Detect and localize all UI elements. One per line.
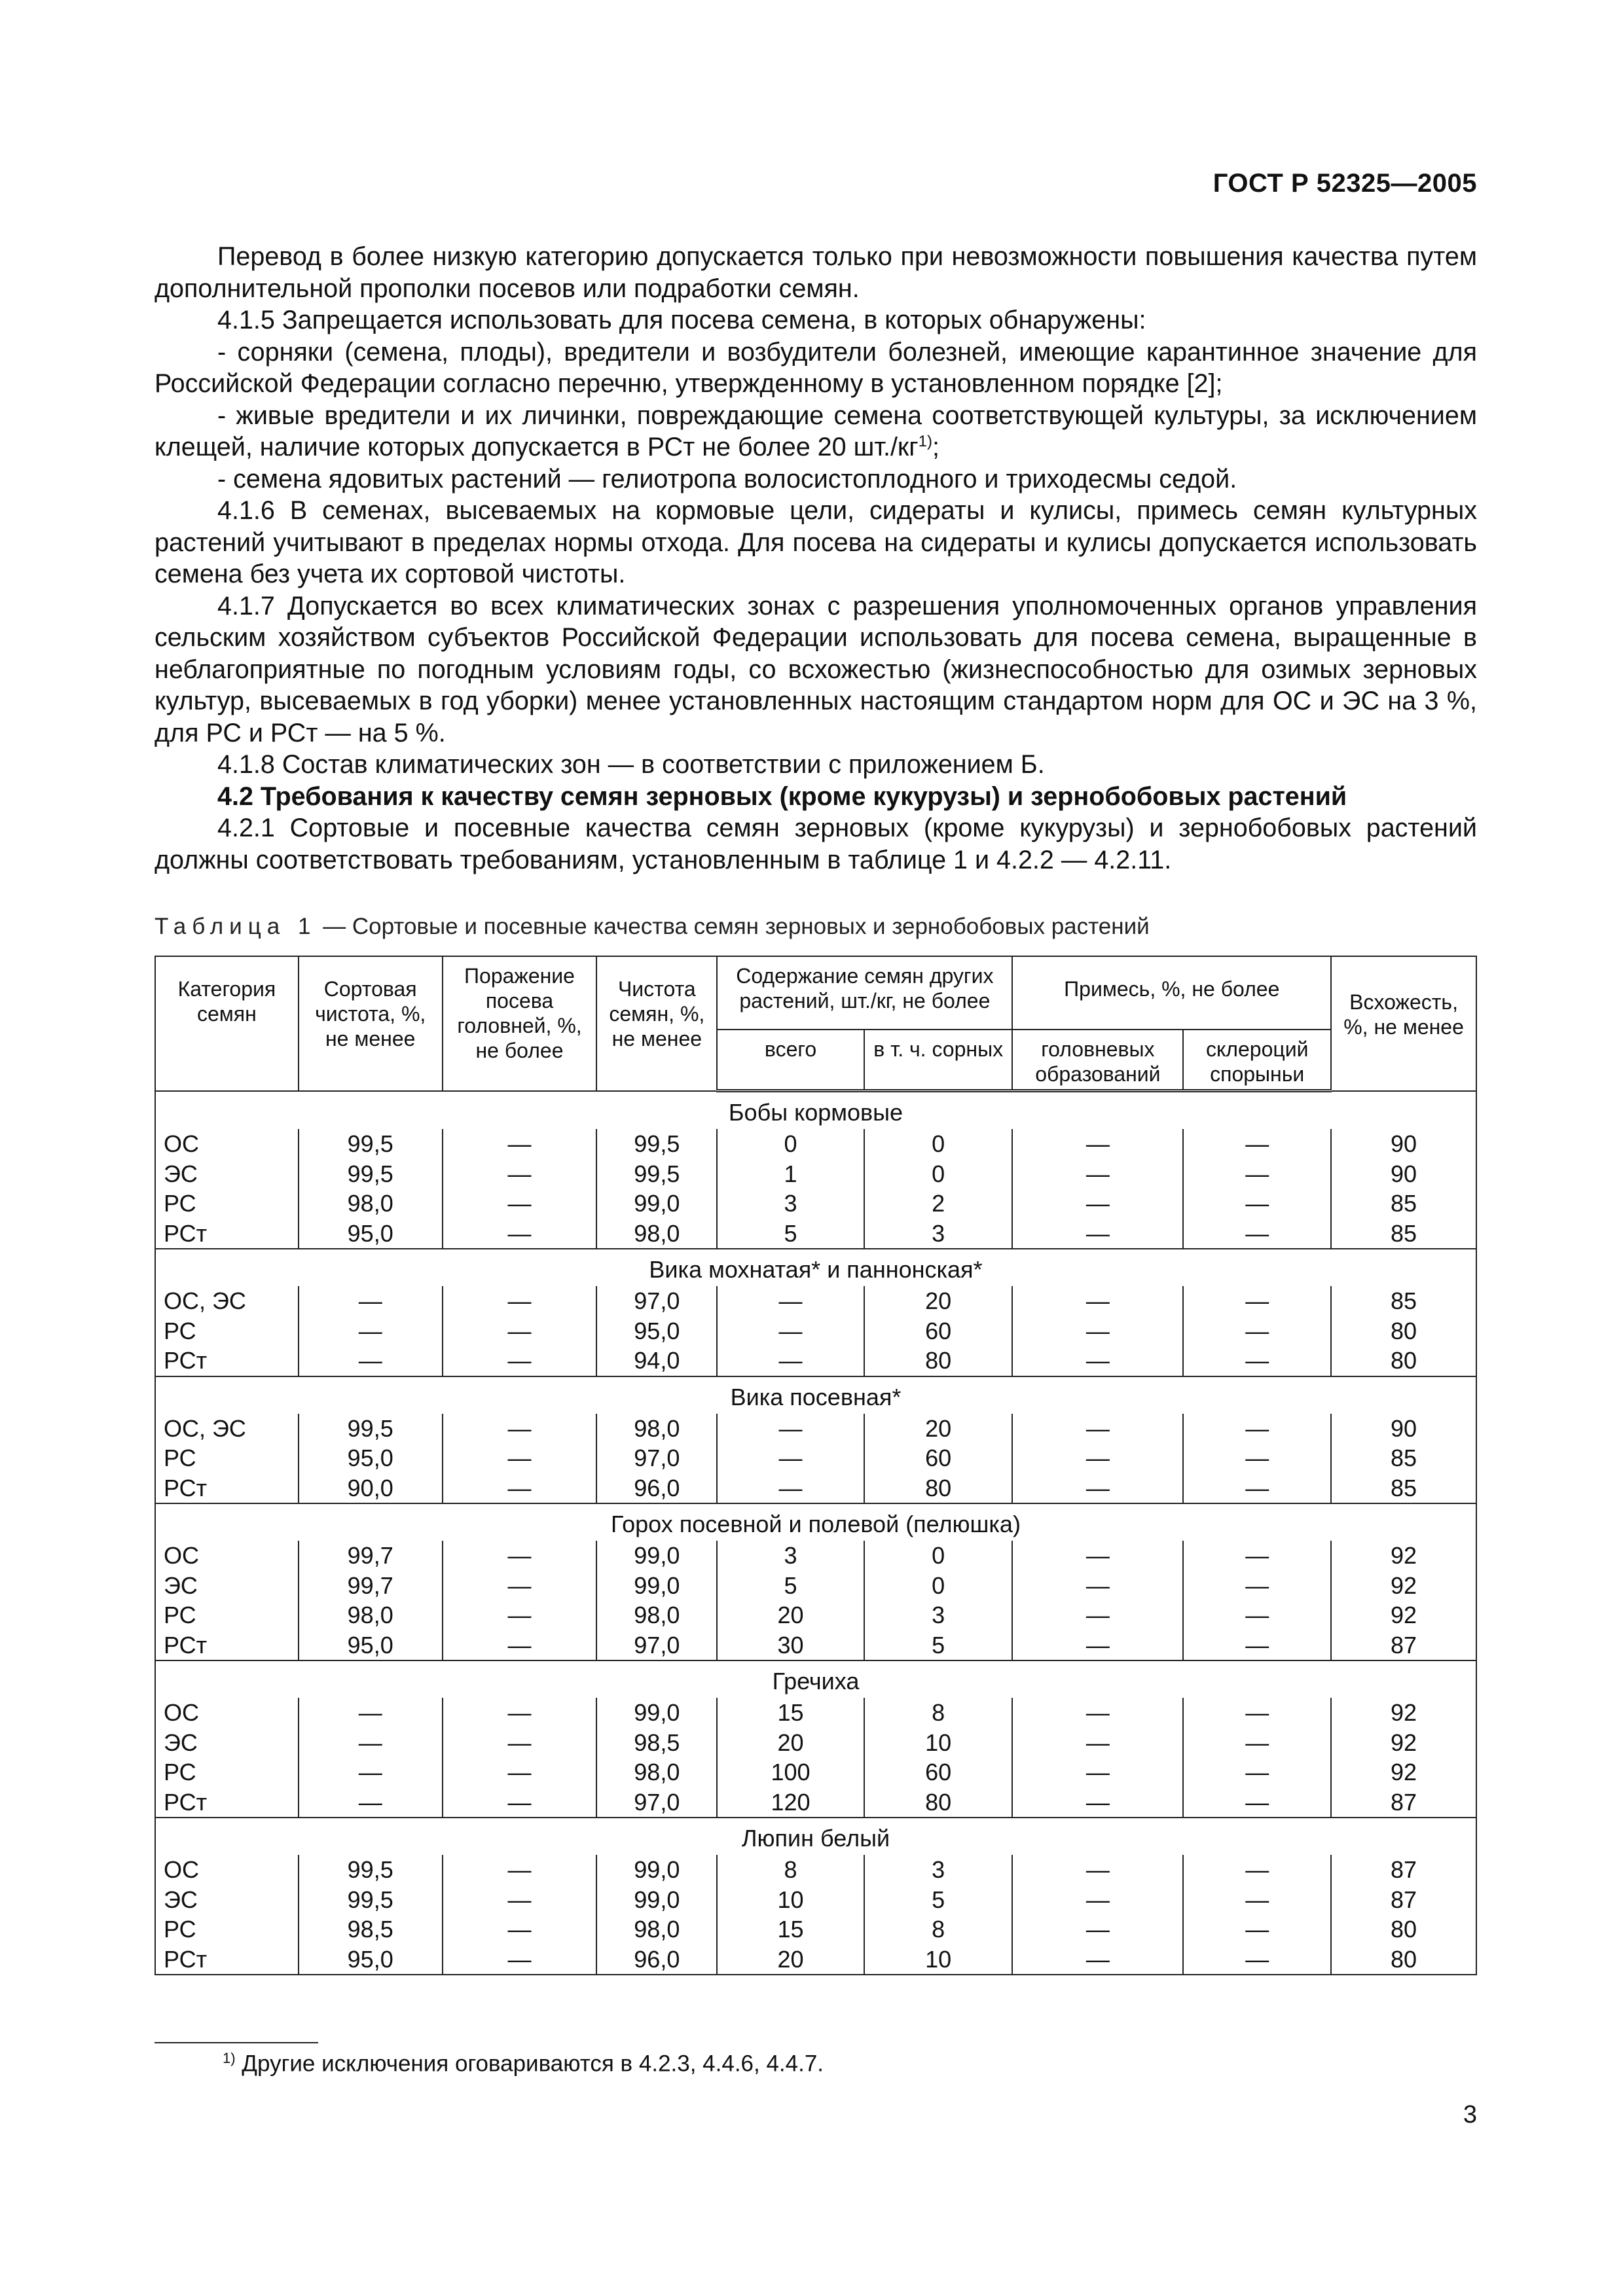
header-impurity-group: Примесь, %, не более bbox=[1012, 956, 1331, 1030]
table-cell: 3 bbox=[717, 1541, 864, 1571]
table-cell: 5 bbox=[717, 1571, 864, 1601]
table-cell: — bbox=[299, 1757, 443, 1787]
table-cell: 97,0 bbox=[596, 1787, 717, 1818]
table-cell: 0 bbox=[864, 1159, 1013, 1189]
table-cell-category: РСт bbox=[155, 1945, 299, 1975]
table-cell: 90 bbox=[1331, 1129, 1476, 1159]
table-cell: 8 bbox=[717, 1855, 864, 1885]
table-cell: 92 bbox=[1331, 1541, 1476, 1571]
table-cell-category: ЭС bbox=[155, 1728, 299, 1758]
table-row bbox=[155, 1541, 1476, 1571]
table-cell: 99,5 bbox=[299, 1885, 443, 1915]
paragraph: 4.1.8 Состав климатических зон — в соответствии с приложением Б. bbox=[217, 750, 1045, 779]
table-cell-category: РСт bbox=[155, 1219, 299, 1249]
table-cell: — bbox=[1012, 1571, 1183, 1601]
table-cell: 20 bbox=[717, 1945, 864, 1975]
table-cell: — bbox=[1183, 1473, 1331, 1504]
table-cell: — bbox=[1012, 1787, 1183, 1818]
table-cell: 98,0 bbox=[596, 1414, 717, 1444]
table-cell: — bbox=[443, 1757, 597, 1787]
paragraph: 4.1.7 Допускается во всех климатических зонах с разрешения уполномоченных органов управления сельским хозяйством субъектов Российской Федерации использовать для посева семена, выращенные в неблагоприятные по погодным условиям годы, со всхожестью (жизнеспособностью для озимых зерновых культур, высеваемых в год уборки) менее установленных настоящим стандартом норм для ОС и ЭС на 3 %, для РС и РСт — на 5 %. bbox=[155, 591, 1477, 747]
table-cell: 120 bbox=[717, 1787, 864, 1818]
header-varietal-purity: Сортовая чистота, %, не менее bbox=[299, 956, 443, 1091]
table-cell: — bbox=[1183, 1630, 1331, 1661]
table-row bbox=[155, 1316, 1476, 1346]
table-cell-category: ОС, ЭС bbox=[155, 1414, 299, 1444]
table-cell: 30 bbox=[717, 1630, 864, 1661]
table-cell: — bbox=[443, 1914, 597, 1945]
table-cell: — bbox=[717, 1443, 864, 1473]
table-row bbox=[155, 1189, 1476, 1219]
table-cell-category: ОС, ЭС bbox=[155, 1286, 299, 1316]
table-cell: 99,0 bbox=[596, 1541, 717, 1571]
table-cell: — bbox=[1012, 1443, 1183, 1473]
table-cell: 96,0 bbox=[596, 1945, 717, 1975]
table-cell: 10 bbox=[717, 1885, 864, 1915]
footnote-text: Другие исключения оговариваются в 4.2.3, 4.4.6, 4.4.7. bbox=[235, 2051, 824, 2077]
section-heading: 4.2 Требования к качеству семян зерновых (кроме кукурузы) и зернобобовых растений bbox=[217, 781, 1347, 811]
table-row bbox=[155, 1728, 1476, 1758]
table-cell-category: РСт bbox=[155, 1787, 299, 1818]
footnote bbox=[223, 2050, 824, 2077]
table-cell: 3 bbox=[864, 1219, 1013, 1249]
table-cell: 99,0 bbox=[596, 1698, 717, 1728]
table-cell: 95,0 bbox=[596, 1316, 717, 1346]
table-cell: — bbox=[1012, 1316, 1183, 1346]
table-cell: 85 bbox=[1331, 1189, 1476, 1219]
table-cell: 80 bbox=[1331, 1914, 1476, 1945]
table-cell: — bbox=[299, 1698, 443, 1728]
table-cell: — bbox=[717, 1316, 864, 1346]
table-cell: 3 bbox=[864, 1600, 1013, 1630]
table-cell: — bbox=[299, 1316, 443, 1346]
table-cell-category: ОС bbox=[155, 1541, 299, 1571]
table-cell: 94,0 bbox=[596, 1346, 717, 1376]
table-cell: 87 bbox=[1331, 1885, 1476, 1915]
table-cell: 60 bbox=[864, 1316, 1013, 1346]
paragraph-text: - живые вредители и их личинки, повреждающие семена соответствующей культуры, за исключением клещей, наличие которых допускается в РСт не более 20 шт./кг bbox=[155, 401, 1477, 461]
table-section-title: Вика мохнатая* и паннонская* bbox=[155, 1249, 1476, 1286]
table-cell: — bbox=[443, 1600, 597, 1630]
table-cell: 97,0 bbox=[596, 1286, 717, 1316]
table-cell: 95,0 bbox=[299, 1630, 443, 1661]
table-cell: — bbox=[1012, 1600, 1183, 1630]
table-cell: — bbox=[443, 1855, 597, 1885]
table-cell-category: РС bbox=[155, 1443, 299, 1473]
table-cell: 3 bbox=[717, 1189, 864, 1219]
table-cell: — bbox=[1183, 1346, 1331, 1376]
table-section-title: Горох посевной и полевой (пелюшка) bbox=[155, 1503, 1476, 1541]
table-cell: 60 bbox=[864, 1443, 1013, 1473]
table-cell: 99,7 bbox=[299, 1571, 443, 1601]
table-cell: 99,0 bbox=[596, 1189, 717, 1219]
table-cell: 99,0 bbox=[596, 1571, 717, 1601]
document-id-header: ГОСТ Р 52325—2005 bbox=[1213, 169, 1477, 198]
table-row bbox=[155, 1600, 1476, 1630]
table-caption-text: — Сортовые и посевные качества семян зерновых и зернобобовых растений bbox=[316, 914, 1150, 939]
table-cell: — bbox=[299, 1286, 443, 1316]
header-smut-infection: Поражение посева головней, %, не более bbox=[443, 956, 597, 1091]
table-cell: — bbox=[1183, 1219, 1331, 1249]
table-section-title: Люпин белый bbox=[155, 1818, 1476, 1855]
paragraph: 4.2.1 Сортовые и посевные качества семян зерновых (кроме кукурузы) и зернобобовых растений должны соответствовать требованиям, установленным в таблице 1 и 4.2.2 — 4.2.11. bbox=[155, 814, 1477, 874]
table-cell-category: РС bbox=[155, 1189, 299, 1219]
table-cell-category: РС bbox=[155, 1757, 299, 1787]
table-cell: 85 bbox=[1331, 1443, 1476, 1473]
table-cell: — bbox=[1183, 1787, 1331, 1818]
table-cell: 0 bbox=[864, 1541, 1013, 1571]
table-cell: 0 bbox=[864, 1129, 1013, 1159]
table-cell: — bbox=[1012, 1286, 1183, 1316]
seed-quality-table bbox=[155, 956, 1477, 1975]
table-row bbox=[155, 1219, 1476, 1249]
table-cell-category: РСт bbox=[155, 1473, 299, 1504]
table-cell: 99,0 bbox=[596, 1885, 717, 1915]
table-cell: — bbox=[443, 1443, 597, 1473]
table-cell: — bbox=[443, 1189, 597, 1219]
table-cell-category: ОС bbox=[155, 1698, 299, 1728]
table-cell: 98,0 bbox=[299, 1189, 443, 1219]
table-cell: — bbox=[1183, 1541, 1331, 1571]
table-cell: — bbox=[1012, 1630, 1183, 1661]
table-row bbox=[155, 1914, 1476, 1945]
table-cell: — bbox=[1183, 1757, 1331, 1787]
table-cell: 87 bbox=[1331, 1787, 1476, 1818]
table-cell: — bbox=[1183, 1286, 1331, 1316]
table-section-row bbox=[155, 1503, 1476, 1541]
table-cell: — bbox=[443, 1473, 597, 1504]
table-cell: — bbox=[443, 1219, 597, 1249]
paragraph bbox=[155, 400, 1477, 463]
footnote-reference: 1) bbox=[918, 432, 932, 450]
table-cell: 20 bbox=[717, 1600, 864, 1630]
table-cell: 20 bbox=[864, 1414, 1013, 1444]
table-cell: — bbox=[1012, 1945, 1183, 1975]
table-cell: — bbox=[1183, 1600, 1331, 1630]
table-cell: — bbox=[443, 1129, 597, 1159]
table-section-title: Гречиха bbox=[155, 1660, 1476, 1698]
table-cell: 8 bbox=[864, 1914, 1013, 1945]
table-row bbox=[155, 1945, 1476, 1975]
header-other-seeds-group: Содержание семян других растений, шт./кг, не более bbox=[717, 956, 1012, 1030]
table-row bbox=[155, 1885, 1476, 1915]
header-category: Категория семян bbox=[155, 956, 299, 1091]
table-caption bbox=[155, 914, 1150, 940]
paragraph: - сорняки (семена, плоды), вредители и возбудители болезней, имеющие карантинное значение для Российской Федерации согласно перечню, утвержденному в установленном порядке [2]; bbox=[155, 337, 1477, 398]
table-cell: 95,0 bbox=[299, 1443, 443, 1473]
table-cell: — bbox=[1012, 1541, 1183, 1571]
table-cell: 92 bbox=[1331, 1698, 1476, 1728]
footnote-divider bbox=[155, 2042, 318, 2043]
table-cell: 80 bbox=[864, 1787, 1013, 1818]
table-cell: — bbox=[1183, 1885, 1331, 1915]
table-cell: — bbox=[1012, 1159, 1183, 1189]
table-cell: — bbox=[1012, 1219, 1183, 1249]
table-cell: — bbox=[443, 1728, 597, 1758]
table-section-title: Вика посевная* bbox=[155, 1376, 1476, 1414]
table-cell: — bbox=[1183, 1728, 1331, 1758]
table-cell: — bbox=[1183, 1159, 1331, 1189]
table-cell: 5 bbox=[864, 1630, 1013, 1661]
table-cell: — bbox=[443, 1346, 597, 1376]
table-cell: 98,5 bbox=[299, 1914, 443, 1945]
table-cell: — bbox=[1012, 1346, 1183, 1376]
table-cell: — bbox=[1012, 1129, 1183, 1159]
table-cell: 3 bbox=[864, 1855, 1013, 1885]
table-cell: 92 bbox=[1331, 1600, 1476, 1630]
table-cell-category: ОС bbox=[155, 1129, 299, 1159]
table-row bbox=[155, 1286, 1476, 1316]
table-cell: — bbox=[299, 1728, 443, 1758]
header-germination: Всхожесть, %, не менее bbox=[1331, 956, 1476, 1091]
table-cell: 98,0 bbox=[596, 1219, 717, 1249]
table-row bbox=[155, 1855, 1476, 1885]
table-row bbox=[155, 1129, 1476, 1159]
table-cell: 60 bbox=[864, 1757, 1013, 1787]
table-cell: 15 bbox=[717, 1914, 864, 1945]
table-cell: 99,5 bbox=[596, 1159, 717, 1189]
table-cell-category: ЭС bbox=[155, 1885, 299, 1915]
table-section-row bbox=[155, 1091, 1476, 1130]
table-row bbox=[155, 1630, 1476, 1661]
table-body bbox=[155, 1091, 1476, 1975]
header-other-seeds-weeds: в т. ч. сорных bbox=[864, 1030, 1013, 1091]
table-cell: — bbox=[1183, 1698, 1331, 1728]
table-row bbox=[155, 1346, 1476, 1376]
table-cell: — bbox=[717, 1473, 864, 1504]
table-cell: — bbox=[443, 1787, 597, 1818]
table-cell: 5 bbox=[717, 1219, 864, 1249]
body-text bbox=[155, 241, 1477, 876]
table-cell-category: РС bbox=[155, 1316, 299, 1346]
table-cell: 98,5 bbox=[596, 1728, 717, 1758]
table-cell: — bbox=[443, 1698, 597, 1728]
table-cell: — bbox=[1183, 1914, 1331, 1945]
table-cell: — bbox=[443, 1414, 597, 1444]
table-cell: 80 bbox=[864, 1346, 1013, 1376]
table-cell: 10 bbox=[864, 1945, 1013, 1975]
header-impurity-smut: головневых образований bbox=[1012, 1030, 1183, 1091]
table-cell: — bbox=[1012, 1855, 1183, 1885]
table-cell: 99,5 bbox=[299, 1414, 443, 1444]
table-cell: 92 bbox=[1331, 1728, 1476, 1758]
table-cell: 92 bbox=[1331, 1571, 1476, 1601]
table-cell: 0 bbox=[717, 1129, 864, 1159]
table-cell: — bbox=[443, 1159, 597, 1189]
table-cell: 2 bbox=[864, 1189, 1013, 1219]
table-cell: — bbox=[1183, 1189, 1331, 1219]
page-number: 3 bbox=[1463, 2101, 1477, 2128]
table-section-row bbox=[155, 1249, 1476, 1286]
table-cell: 80 bbox=[1331, 1316, 1476, 1346]
table-cell: — bbox=[1012, 1728, 1183, 1758]
table-cell-category: РСт bbox=[155, 1630, 299, 1661]
table-cell-category: ЭС bbox=[155, 1159, 299, 1189]
table-cell: — bbox=[1012, 1189, 1183, 1219]
table-cell: 85 bbox=[1331, 1286, 1476, 1316]
table-cell: 98,0 bbox=[596, 1600, 717, 1630]
table-cell: 80 bbox=[1331, 1945, 1476, 1975]
table-cell: 98,0 bbox=[596, 1914, 717, 1945]
table-cell: — bbox=[1012, 1698, 1183, 1728]
table-cell: — bbox=[1183, 1316, 1331, 1346]
table-section-row bbox=[155, 1660, 1476, 1698]
table-cell: — bbox=[1183, 1571, 1331, 1601]
table-cell: — bbox=[1012, 1414, 1183, 1444]
paragraph: - семена ядовитых растений — гелиотропа волосистоплодного и триходесмы седой. bbox=[217, 464, 1237, 493]
table-cell: 98,0 bbox=[299, 1600, 443, 1630]
table-cell: — bbox=[1183, 1855, 1331, 1885]
table-cell: — bbox=[1012, 1757, 1183, 1787]
table-cell: 0 bbox=[864, 1571, 1013, 1601]
table-cell: — bbox=[443, 1286, 597, 1316]
table-cell-category: РС bbox=[155, 1600, 299, 1630]
table-row bbox=[155, 1757, 1476, 1787]
paragraph: 4.1.5 Запрещается использовать для посева семена, в которых обнаружены: bbox=[217, 306, 1146, 334]
table-cell: 99,5 bbox=[299, 1159, 443, 1189]
table-cell: 92 bbox=[1331, 1757, 1476, 1787]
table-section-row bbox=[155, 1376, 1476, 1414]
table-section-row bbox=[155, 1818, 1476, 1855]
paragraph: 4.1.6 В семенах, высеваемых на кормовые цели, сидераты и кулисы, примесь семян культурных растений учитывают в пределах нормы отхода. Для посева на сидераты и кулисы допускается использовать семена без учета их сортовой чистоты. bbox=[155, 496, 1477, 588]
footnote-marker: 1) bbox=[223, 2050, 236, 2066]
table-cell: — bbox=[443, 1316, 597, 1346]
table-cell: 99,7 bbox=[299, 1541, 443, 1571]
table-cell: 95,0 bbox=[299, 1219, 443, 1249]
table-cell: 99,5 bbox=[299, 1129, 443, 1159]
table-cell: 99,5 bbox=[299, 1855, 443, 1885]
table-cell: 100 bbox=[717, 1757, 864, 1787]
table-cell: — bbox=[299, 1346, 443, 1376]
header-impurity-ergot: склероций спорыньи bbox=[1183, 1030, 1331, 1091]
paragraph-text-end: ; bbox=[932, 433, 939, 461]
table-cell-category: РСт bbox=[155, 1346, 299, 1376]
table-caption-prefix: Таблица 1 bbox=[155, 914, 317, 939]
table-cell: — bbox=[1183, 1443, 1331, 1473]
table-cell: 15 bbox=[717, 1698, 864, 1728]
header-other-seeds-total: всего bbox=[717, 1030, 864, 1091]
table-cell: — bbox=[1012, 1473, 1183, 1504]
table-cell: 80 bbox=[1331, 1346, 1476, 1376]
table-row bbox=[155, 1571, 1476, 1601]
table-cell: 98,0 bbox=[596, 1757, 717, 1787]
table-cell: 95,0 bbox=[299, 1945, 443, 1975]
header-seed-purity: Чистота семян, %, не менее bbox=[596, 956, 717, 1091]
table-cell: 99,0 bbox=[596, 1855, 717, 1885]
table-cell: — bbox=[1183, 1945, 1331, 1975]
table-cell: — bbox=[717, 1346, 864, 1376]
table-cell: 90 bbox=[1331, 1159, 1476, 1189]
table-cell: 5 bbox=[864, 1885, 1013, 1915]
table-row bbox=[155, 1473, 1476, 1504]
table-cell: — bbox=[1183, 1414, 1331, 1444]
table-cell: 20 bbox=[864, 1286, 1013, 1316]
table-cell: — bbox=[1183, 1129, 1331, 1159]
table-cell: 10 bbox=[864, 1728, 1013, 1758]
table-cell: 85 bbox=[1331, 1219, 1476, 1249]
table-cell: 99,5 bbox=[596, 1129, 717, 1159]
table-cell: — bbox=[299, 1787, 443, 1818]
table-cell: 97,0 bbox=[596, 1443, 717, 1473]
table-cell: — bbox=[443, 1885, 597, 1915]
table-cell: — bbox=[443, 1945, 597, 1975]
table-cell: — bbox=[717, 1414, 864, 1444]
table-cell-category: РС bbox=[155, 1914, 299, 1945]
paragraph: Перевод в более низкую категорию допускается только при невозможности повышения качества путем дополнительной прополки посевов или подработки семян. bbox=[155, 242, 1477, 303]
table-cell: 90,0 bbox=[299, 1473, 443, 1504]
table-cell: 8 bbox=[864, 1698, 1013, 1728]
table-row bbox=[155, 1414, 1476, 1444]
table-cell-category: ЭС bbox=[155, 1571, 299, 1601]
table-cell: 87 bbox=[1331, 1855, 1476, 1885]
table-cell: — bbox=[443, 1541, 597, 1571]
table-cell: 90 bbox=[1331, 1414, 1476, 1444]
table-cell-category: ОС bbox=[155, 1855, 299, 1885]
table-section-title: Бобы кормовые bbox=[155, 1091, 1476, 1130]
table-row bbox=[155, 1443, 1476, 1473]
table-row bbox=[155, 1787, 1476, 1818]
table-cell: — bbox=[443, 1630, 597, 1661]
table-cell: 1 bbox=[717, 1159, 864, 1189]
table-cell: 85 bbox=[1331, 1473, 1476, 1504]
table-cell: 97,0 bbox=[596, 1630, 717, 1661]
table-row bbox=[155, 1698, 1476, 1728]
table-row bbox=[155, 1159, 1476, 1189]
table-cell: 80 bbox=[864, 1473, 1013, 1504]
table-cell: — bbox=[1012, 1885, 1183, 1915]
table-cell: — bbox=[443, 1571, 597, 1601]
table-cell: 96,0 bbox=[596, 1473, 717, 1504]
table-cell: 87 bbox=[1331, 1630, 1476, 1661]
table-cell: 20 bbox=[717, 1728, 864, 1758]
table-cell: — bbox=[1012, 1914, 1183, 1945]
table-cell: — bbox=[717, 1286, 864, 1316]
